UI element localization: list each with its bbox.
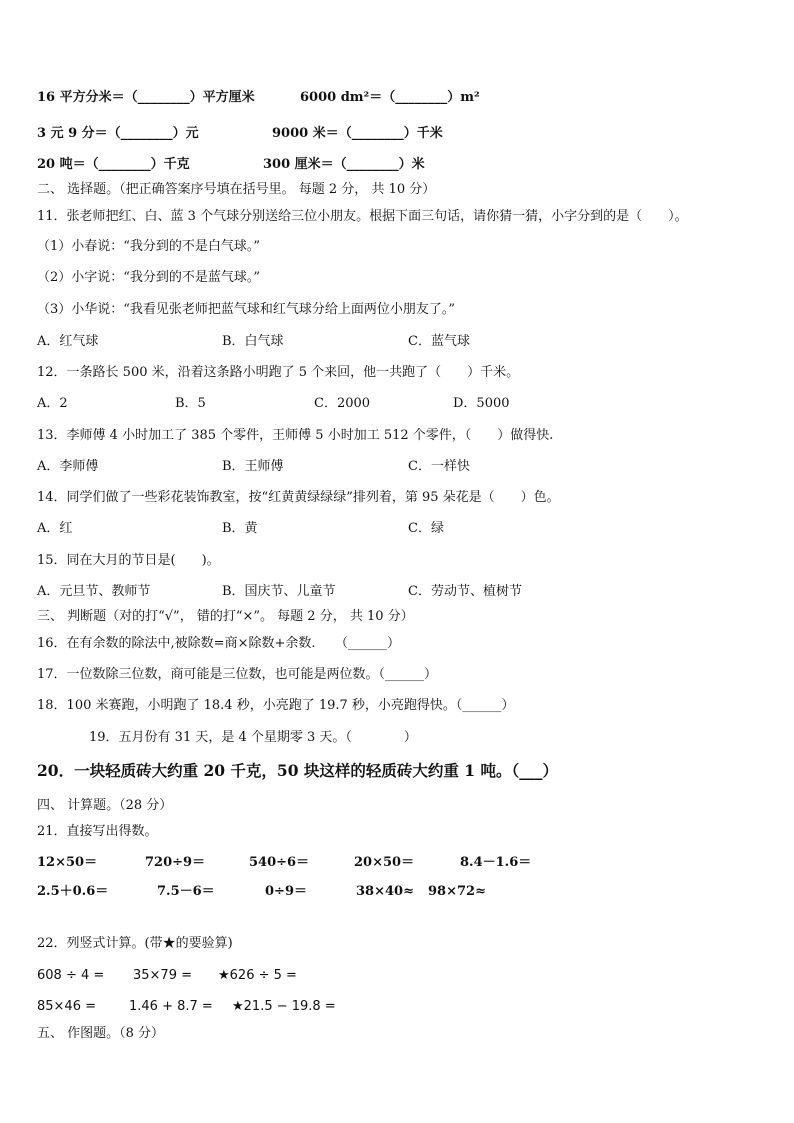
option-b[interactable]: B．白气球	[222, 334, 284, 349]
fill-item: 9000 米＝（________）千米	[272, 126, 443, 141]
mental-math-item: 720÷9＝	[145, 855, 206, 870]
question-13-stem: 13．李师傅 4 小时加工了 385 个零件，王师傅 5 小时加工 512 个零件，（ ）做得快.	[37, 428, 554, 443]
question-14-stem: 14．同学们做了一些彩花装饰教室，按“红黄黄绿绿绿”排列着，第 95 朵花是（ ）色。	[37, 490, 560, 505]
fill-item: 3 元 9 分＝（________）元	[37, 126, 199, 141]
section-heading-judgement: 三、 判断题（对的打“√”， 错的打“×”。 每题 2 分， 共 10 分）	[37, 609, 414, 624]
vertical-calc-item: ★21.5 − 19.8 =	[232, 999, 336, 1014]
vertical-calc-item: 85×46 =	[37, 999, 97, 1014]
mental-math-item: 7.5－6＝	[157, 884, 215, 899]
question-18: 18．100 米赛跑，小明跑了 18.4 秒，小亮跑了 19.7 秒，小亮跑得快。（______）	[37, 698, 515, 713]
option-b[interactable]: B．国庆节、儿童节	[222, 584, 336, 599]
option-c[interactable]: C．2000	[314, 396, 371, 411]
question-11-stem: 11．张老师把红、白、蓝 3 个气球分别送给三位小朋友。根据下面三句话，请你猜一猜，小字分到的是（ ）。	[37, 209, 688, 224]
option-d[interactable]: D．5000	[453, 396, 510, 411]
vertical-calc-item: ★626 ÷ 5 =	[218, 968, 297, 983]
mental-math-item: 12×50＝	[37, 855, 98, 870]
fill-item: 300 厘米＝（________）米	[263, 157, 425, 172]
section-heading-calculation: 四、 计算题。（28 分）	[37, 798, 173, 813]
fill-item: 6000 dm²＝（________）m²	[300, 90, 480, 105]
option-b[interactable]: B．5	[175, 396, 206, 411]
option-c[interactable]: C．一样快	[408, 459, 470, 474]
question-15-stem: 15．同在大月的节日是( )。	[37, 553, 220, 568]
mental-math-item: 98×72≈	[428, 884, 486, 899]
option-b[interactable]: B．黄	[222, 521, 258, 536]
mental-math-item: 20×50＝	[354, 855, 415, 870]
option-a[interactable]: A．2	[37, 396, 68, 411]
fill-item: 16 平方分米＝（________）平方厘米	[37, 90, 255, 105]
option-a[interactable]: A．李师傅	[37, 459, 99, 474]
question-19: 19．五月份有 31 天，是 4 个星期零 3 天。（ ）	[89, 730, 417, 745]
question-22-stem: 22．列竖式计算。(带★的要验算)	[37, 936, 233, 951]
option-a[interactable]: A．红气球	[37, 334, 99, 349]
vertical-calc-item: 608 ÷ 4 =	[37, 968, 105, 983]
question-11-statement-2: （2）小字说：“我分到的不是蓝气球。”	[37, 270, 261, 285]
option-c[interactable]: C．劳动节、植树节	[408, 584, 522, 599]
question-21-stem: 21．直接写出得数。	[37, 824, 158, 839]
question-20: 20．一块轻质砖大约重 20 千克，50 块这样的轻质砖大约重 1 吨。（___）	[37, 761, 558, 780]
question-11-statement-1: （1）小春说：“我分到的不是白气球。”	[37, 239, 261, 254]
option-c[interactable]: C．蓝气球	[408, 334, 470, 349]
question-17: 17．一位数除三位数，商可能是三位数，也可能是两位数。（______）	[37, 667, 438, 682]
fill-item: 20 吨＝（________）千克	[37, 157, 190, 172]
mental-math-item: 38×40≈	[356, 884, 414, 899]
section-heading-drawing: 五、 作图题。（8 分）	[37, 1026, 165, 1041]
question-12-stem: 12．一条路长 500 米，沿着这条路小明跑了 5 个来回，他一共跑了（ ）千米。	[37, 365, 520, 380]
vertical-calc-item: 35×79 =	[133, 968, 193, 983]
mental-math-item: 8.4－1.6＝	[460, 855, 532, 870]
option-b[interactable]: B．王师傅	[222, 459, 284, 474]
option-a[interactable]: A．元旦节、教师节	[37, 584, 151, 599]
mental-math-item: 0÷9＝	[265, 884, 307, 899]
section-heading-choice: 二、 选择题。（把正确答案序号填在括号里。 每题 2 分， 共 10 分）	[37, 182, 436, 197]
question-16: 16．在有余数的除法中,被除数=商×除数+余数. （______）	[37, 636, 400, 651]
option-a[interactable]: A．红	[37, 521, 73, 536]
mental-math-item: 540÷6＝	[249, 855, 310, 870]
vertical-calc-item: 1.46 + 8.7 =	[129, 999, 213, 1014]
mental-math-item: 2.5＋0.6＝	[37, 884, 109, 899]
question-11-statement-3: （3）小华说：“我看见张老师把蓝气球和红气球分给上面两位小朋友了。”	[37, 302, 456, 317]
option-c[interactable]: C．绿	[408, 521, 444, 536]
